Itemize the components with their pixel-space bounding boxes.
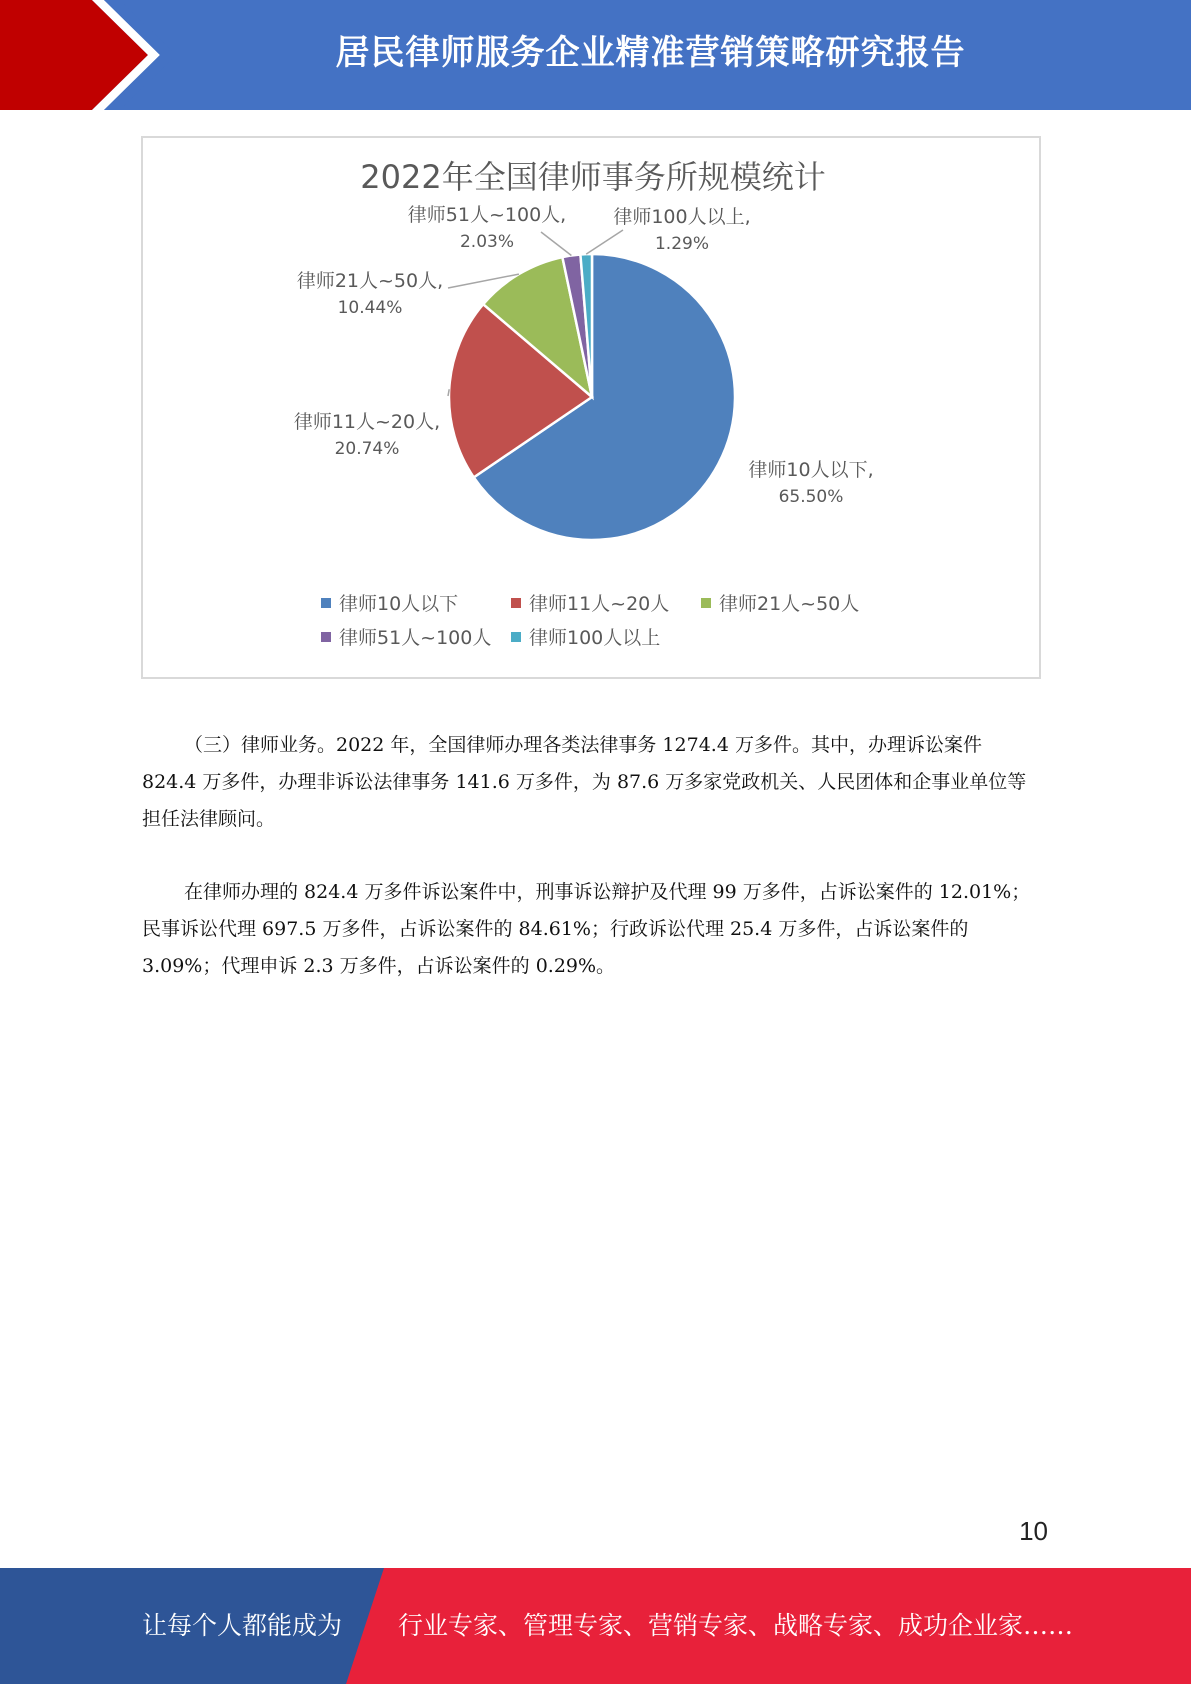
leader-line-4 xyxy=(586,230,623,254)
footer-slogan-right: 行业专家、管理专家、营销专家、战略专家、成功企业家…… xyxy=(398,1611,1074,1640)
legend-swatch-4 xyxy=(511,632,521,642)
data-label-category-2: 律师21人~50人, xyxy=(296,270,444,292)
chart-legend xyxy=(321,593,859,649)
pie-chart-figure xyxy=(141,136,1041,679)
legend-swatch-2 xyxy=(701,598,711,608)
legend-label-2: 律师21人~50人 xyxy=(719,593,860,615)
data-label-value-4: 1.29% xyxy=(654,234,710,254)
legend-label-0: 律师10人以下 xyxy=(339,593,459,615)
page-footer xyxy=(0,1568,1191,1684)
data-label-category-0: 律师10人以下, xyxy=(748,459,874,481)
paragraph-litigation-breakdown: 在律师办理的 824.4 万多件诉讼案件中，刑事诉讼辩护及代理 99 万多件，占诉讼案件的 12.01%；民事诉讼代理 697.5 万多件，占诉讼案件的 84.61%；行政诉讼代理 25.4 万多件，占诉讼案件的 3.09%；代理申诉 2.3 万多件，占诉讼案件的 0.29%。 xyxy=(142,881,1031,977)
legend-label-1: 律师11人~20人 xyxy=(529,593,670,615)
legend-swatch-1 xyxy=(511,598,521,608)
data-label-value-2: 10.44% xyxy=(337,298,403,318)
legend-swatch-0 xyxy=(321,598,331,608)
report-title: 居民律师服务企业精准营销策略研究报告 xyxy=(335,33,966,73)
legend-label-4: 律师100人以上 xyxy=(529,627,661,649)
chart-title: 2022年全国律师事务所规模统计 xyxy=(360,158,826,196)
page-number: 10 xyxy=(1019,1516,1048,1546)
data-label-value-3: 2.03% xyxy=(459,232,515,252)
leader-line-3 xyxy=(541,232,571,256)
data-label-category-1: 律师11人~20人, xyxy=(293,411,441,433)
data-label-value-0: 65.50% xyxy=(778,487,844,507)
pie-chart xyxy=(143,138,1043,681)
pie-slices xyxy=(449,254,735,540)
footer-slogan-left: 让每个人都能成为 xyxy=(142,1611,343,1640)
data-label-category-3: 律师51人~100人, xyxy=(407,204,567,226)
legend-label-3: 律师51人~100人 xyxy=(339,627,492,649)
paragraph-lawyer-business: （三）律师业务。2022 年，全国律师办理各类法律事务 1274.4 万多件。其中，办理诉讼案件 824.4 万多件，办理非诉讼法律事务 141.6 万多件，为 87.6 万多家党政机关、人民团体和企事业单位等担任法律顾问。 xyxy=(142,734,1027,830)
page-header xyxy=(0,0,1191,110)
data-label-category-4: 律师100人以上, xyxy=(613,206,751,228)
legend-swatch-3 xyxy=(321,632,331,642)
data-label-value-1: 20.74% xyxy=(334,439,400,459)
